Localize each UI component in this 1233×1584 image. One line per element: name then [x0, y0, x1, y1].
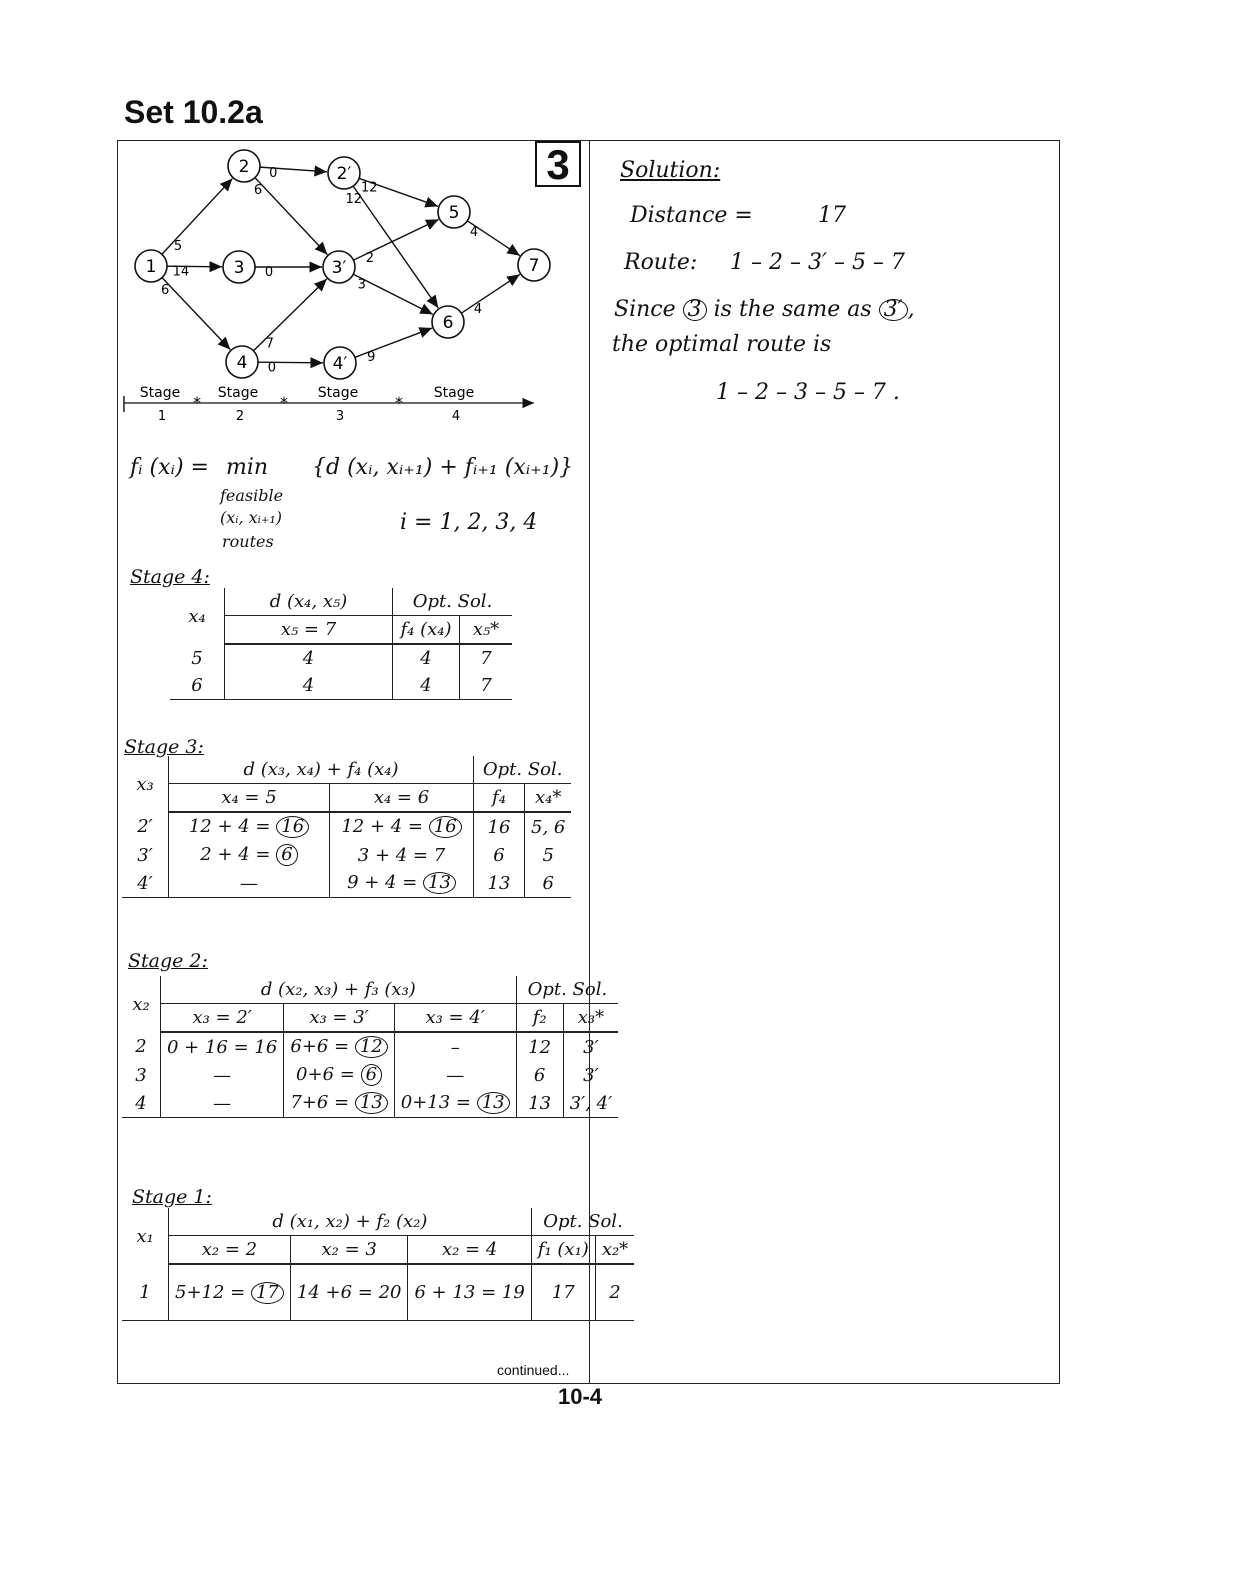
edge-n6-n7	[461, 274, 519, 313]
stage-divider-mark: |	[121, 393, 127, 412]
network-diagram	[118, 141, 588, 431]
stage2-col-a: x₃ = 2′	[161, 1004, 284, 1033]
stage2-var: x₂	[132, 993, 150, 1015]
node-label: 7	[528, 256, 540, 276]
stage-label: Stage	[433, 385, 475, 401]
stage2-col-star: x₃*	[563, 1004, 618, 1033]
stage4-row-x: 6	[170, 672, 225, 700]
stage3-group-header: d (x₃, x₄) + f₄ (x₄)	[169, 756, 474, 784]
edge-label: 4	[473, 301, 483, 317]
stage4-title: Stage 4:	[130, 566, 210, 588]
stage-number: 3	[335, 409, 345, 424]
stage4-row-star: 7	[460, 644, 513, 672]
stage1-group-header: d (x₁, x₂) + f₂ (x₂)	[169, 1208, 532, 1236]
stage2-group-header: d (x₂, x₃) + f₃ (x₃)	[161, 976, 517, 1004]
stage3-row-star: 5	[525, 841, 572, 869]
stage2-cell-a: —	[161, 1089, 284, 1118]
stage2-cell-circled: 13	[477, 1092, 510, 1114]
stage3-cell-expr: 9 + 4 =	[347, 872, 418, 893]
edge-label: 9	[367, 349, 376, 365]
stage2-row-star: 3′, 4′	[563, 1089, 618, 1118]
stage3-cell-circled: 16	[276, 816, 309, 838]
stage3-var: x₃	[136, 773, 154, 795]
stage-label: Stage	[217, 385, 259, 401]
stage-number: 4	[451, 409, 461, 424]
problem-number: 3	[535, 141, 581, 187]
recursion-min: min	[226, 455, 269, 480]
stage1-cell-expr: 5+12 =	[175, 1281, 246, 1303]
continued-note: continued...	[497, 1362, 570, 1378]
note-node-b: 3′	[879, 299, 908, 321]
stage2-table	[122, 976, 618, 1118]
stage3-title: Stage 3:	[124, 736, 204, 758]
stage3-col-f: f₄	[474, 784, 525, 813]
note-line-1	[614, 297, 915, 322]
recursion-sub-pair: (xᵢ, xᵢ₊₁)	[220, 508, 282, 527]
route-value: 1 – 2 – 3′ – 5 – 7	[730, 250, 905, 275]
node-label: 4′	[332, 354, 348, 374]
page-number: 10-4	[558, 1384, 603, 1409]
stage-axis	[121, 385, 534, 424]
edge-label: 0	[264, 265, 274, 280]
stage2-row-x: 4	[122, 1089, 161, 1118]
stage2-opt-header: Opt. Sol.	[516, 976, 618, 1004]
stage3-table	[122, 756, 571, 898]
stage2-cell-expr: 7+6 =	[290, 1092, 350, 1113]
stage3-row-x: 2′	[137, 816, 153, 837]
solution-heading: Solution:	[620, 158, 721, 183]
stage2-row-f: 13	[516, 1089, 563, 1118]
route-label: Route:	[624, 250, 698, 275]
stage2-cell-circled: 13	[355, 1092, 388, 1114]
stage-label: Stage	[139, 385, 181, 401]
stage2-cell-a: —	[161, 1061, 284, 1089]
stage3-col-star: x₄*	[525, 784, 572, 813]
stage4-row-f: 4	[393, 644, 460, 672]
stage4-var: x₄	[188, 605, 206, 627]
stage3-opt-header: Opt. Sol.	[474, 756, 572, 784]
node-label: 3	[233, 258, 245, 278]
stage2-col-c: x₃ = 4′	[394, 1004, 516, 1033]
stage3-row-star: 6	[525, 869, 572, 898]
edge-label: 3	[357, 277, 366, 293]
note-comma: ,	[907, 297, 915, 322]
stage4-group-header: d (x₄, x₅)	[225, 588, 393, 616]
nodes-layer	[135, 150, 550, 379]
stage1-cell-b: 14 +6 = 20	[290, 1264, 408, 1321]
stage4-opt-header: Opt. Sol.	[393, 588, 513, 616]
stage1-col-star: x₂*	[595, 1236, 634, 1265]
stage4-table	[170, 588, 512, 700]
stage2-cell-expr: 0+13 =	[400, 1092, 471, 1113]
stage-label: Stage	[317, 385, 359, 401]
stage1-row-star: 2	[595, 1264, 634, 1321]
recursion-lhs: fᵢ (xᵢ) =	[130, 455, 209, 480]
stage3-row-star: 5, 6	[525, 812, 572, 841]
stage3-cell-expr: 12 + 4 =	[188, 816, 271, 837]
edge-n2p-n6	[353, 186, 438, 308]
stage3-cell-expr: 12 + 4 =	[341, 816, 424, 837]
edge-n2-n3p	[255, 178, 327, 255]
stage-number: 2	[235, 409, 245, 424]
node-label: 6	[442, 313, 454, 333]
edge-label: 12	[360, 180, 378, 196]
stage3-row-f: 13	[474, 869, 525, 898]
stage3-cell-circled: 16	[429, 816, 462, 838]
stage-divider-mark: *	[193, 393, 201, 412]
stage3-cell-circled: 6	[276, 844, 297, 866]
node-label: 3′	[331, 258, 347, 278]
stage2-row-x: 3	[135, 1064, 147, 1086]
stage2-row-x: 2	[135, 1036, 147, 1057]
node-label: 2	[238, 157, 250, 177]
stage2-row-f: 12	[516, 1032, 563, 1061]
stage2-cell-expr: 6+6 =	[290, 1036, 350, 1057]
stage4-row-star: 7	[460, 672, 513, 700]
node-label: 2′	[336, 164, 352, 184]
stage3-cell-expr: —	[240, 872, 258, 894]
stage4-col-x5: x₅ = 7	[225, 616, 393, 645]
note-since: Since	[614, 297, 676, 322]
stage1-cell-c: 6 + 13 = 19	[408, 1264, 531, 1321]
stage1-col-f: f₁ (x₁)	[531, 1236, 595, 1265]
stage2-row-star: 3′	[563, 1061, 618, 1089]
node-label: 1	[145, 257, 157, 277]
stage3-row-x: 4′	[122, 869, 169, 898]
edge-label: 0	[269, 166, 278, 182]
node-label: 4	[236, 353, 248, 373]
recursion-index: i = 1, 2, 3, 4	[400, 510, 538, 535]
stage2-cell-a: 0 + 16 = 16	[161, 1032, 284, 1061]
stage3-row-f: 16	[474, 812, 525, 841]
stage2-title: Stage 2:	[128, 950, 208, 972]
edge-label: 12	[345, 191, 363, 207]
edge-label: 0	[267, 360, 277, 376]
stage2-col-b: x₃ = 3′	[284, 1004, 394, 1033]
stage4-col-f4: f₄ (x₄)	[393, 616, 460, 645]
page-title: Set 10.2a	[124, 94, 263, 130]
stage2-col-f: f₂	[516, 1004, 563, 1033]
stage1-opt-header: Opt. Sol.	[531, 1208, 634, 1236]
stage1-var: x₁	[136, 1225, 154, 1247]
stage2-cell-expr: 0+6 =	[296, 1064, 355, 1085]
stage1-row-f: 17	[531, 1264, 595, 1321]
stage2-row-star: 3′	[563, 1032, 618, 1061]
stage4-row-f: 4	[393, 672, 460, 700]
stage-divider-mark: *	[395, 393, 403, 412]
node-label: 5	[448, 203, 460, 223]
edge-label: 14	[172, 264, 190, 280]
stage3-cell-circled: 13	[423, 872, 456, 894]
final-route: 1 – 2 – 3 – 5 – 7 .	[716, 380, 900, 405]
edge-label: 7	[265, 336, 274, 352]
edge-label: 5	[173, 239, 183, 255]
stage4-col-star: x₅*	[460, 616, 513, 645]
stage1-col-a: x₂ = 2	[169, 1236, 291, 1265]
stage4-row-d: 4	[225, 644, 393, 672]
note-node-a: 3	[683, 299, 707, 321]
stage-number: 1	[157, 409, 167, 424]
note-same-as: is the same as	[713, 297, 872, 322]
stage1-col-b: x₂ = 3	[290, 1236, 408, 1265]
edge-n1-n2	[162, 178, 233, 254]
stage2-cell-circled: 12	[355, 1036, 388, 1058]
stage3-cell-expr: 3 + 4 = 7	[357, 844, 446, 866]
stage3-row-x: 3′	[137, 844, 153, 866]
edge-label: 2	[365, 251, 375, 267]
stage3-cell-expr: 2 + 4 =	[200, 844, 271, 865]
recursion-rhs: {d (xᵢ, xᵢ₊₁) + fᵢ₊₁ (xᵢ₊₁)}	[312, 455, 574, 480]
stage-divider-mark: *	[280, 393, 288, 412]
distance-value: 17	[818, 203, 846, 228]
stage2-cell-expr: –	[450, 1036, 460, 1058]
edge-label: 4	[469, 225, 479, 241]
edge-n4-n3p	[253, 279, 326, 351]
distance-label: Distance =	[630, 203, 753, 228]
stage2-row-f: 6	[516, 1061, 563, 1089]
stage2-cell-circled: 6	[361, 1064, 382, 1086]
stage1-col-c: x₂ = 4	[408, 1236, 531, 1265]
edge-label: 6	[253, 183, 263, 199]
edge-n1-n4	[162, 278, 230, 350]
stage1-table	[122, 1208, 634, 1321]
stage3-col-a: x₄ = 5	[169, 784, 330, 813]
stage1-title: Stage 1:	[132, 1186, 212, 1208]
stage2-cell-expr: —	[446, 1064, 465, 1086]
edge-label: 6	[160, 282, 170, 298]
stage1-row-x: 1	[122, 1264, 169, 1321]
stage4-row-x: 5	[191, 647, 203, 669]
stage3-row-f: 6	[474, 841, 525, 869]
recursion-sub-routes: routes	[222, 532, 274, 551]
note-line-2: the optimal route is	[612, 332, 832, 357]
stage1-cell-circled: 17	[251, 1282, 284, 1304]
stage3-col-b: x₄ = 6	[330, 784, 474, 813]
stage4-row-d: 4	[225, 672, 393, 700]
column-divider	[589, 140, 590, 1384]
recursion-sub-feasible: feasible	[220, 486, 284, 505]
